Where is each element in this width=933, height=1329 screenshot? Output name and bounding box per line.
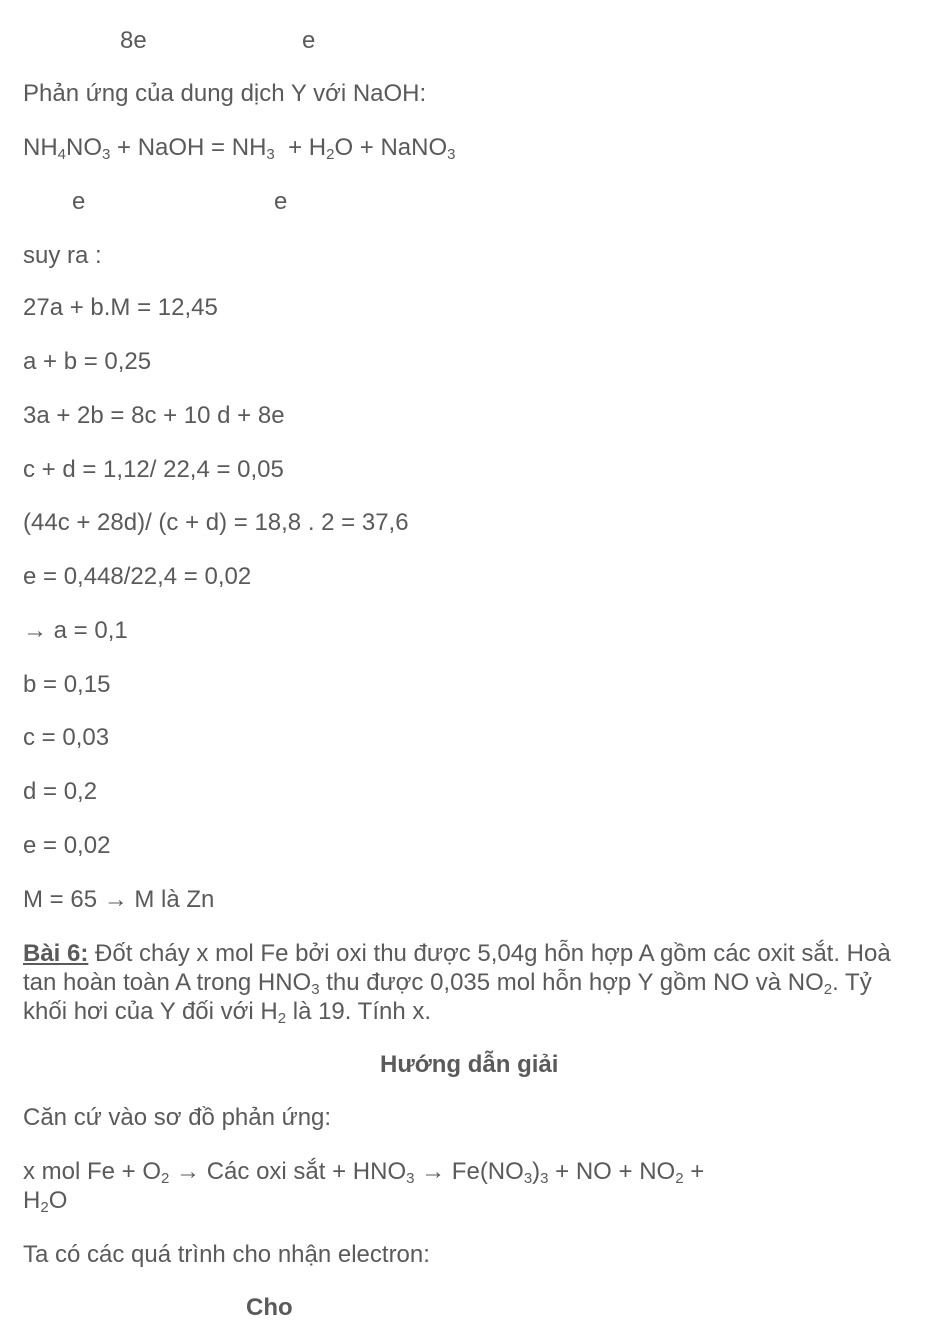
label-e-left: e (72, 188, 86, 215)
scheme-line-1: x mol $Fe + O_2$ → Các oxi sắt + $HNO_3 \to Fe(NO_3)_3$ + NO + $NO_2$ + (23, 1158, 705, 1187)
scheme-line-2: $H_2O$ (23, 1187, 68, 1216)
electron-heading: Ta có các quá trình cho nhận electron: (23, 1241, 430, 1268)
line-7: → a = 0,1 (23, 617, 128, 644)
naoh-equation: $NH_4NO_3$ + NaOH = $NH_3 + H_2O$ + NaNO$_3$ (23, 134, 456, 163)
line-4: c + d = 1,12/ 22,4 = 0,05 (23, 456, 284, 483)
line-8: b = 0,15 (23, 671, 111, 698)
guide-title: Hướng dẫn giải (380, 1051, 559, 1078)
naoh-heading: Phản ứng của dung dịch Y với NaOH: (23, 80, 427, 107)
line-3: 3a + 2b = 8c + 10 d + 8e (23, 402, 285, 429)
label-8e: 8e (120, 27, 147, 54)
label-e-top: e (302, 27, 316, 54)
scheme-heading: Căn cứ vào sơ đồ phản ứng: (23, 1104, 332, 1131)
bai6-label: Bài 6: (23, 940, 89, 967)
cho-label: Cho (246, 1294, 293, 1321)
line-5: (44c + 28d)/ (c + d) = 18,8 . 2 = 37,6 (23, 509, 409, 536)
bai6-problem: Bài 6: Đốt cháy x mol Fe bởi oxi thu được 5,04g hỗn hợp A gồm các oxit sắt. Hoà tan hoàn toàn A trong $HNO_3$ thu được 0,035 mol hỗn hợp Y gồm NO và $NO_2$. Tỷ khối hơi của Y đối với $H_2$ là 19. Tính x. (23, 940, 891, 1027)
line-6: e = 0,448/22,4 = 0,02 (23, 563, 252, 590)
suy-ra: suy ra : (23, 242, 102, 269)
line-9: c = 0,03 (23, 724, 110, 751)
line-10: d = 0,2 (23, 778, 98, 805)
line-1: 27a + b.M = 12,45 (23, 294, 218, 321)
line-12: M = 65 → M là Zn (23, 886, 215, 913)
label-e-right: e (274, 188, 288, 215)
line-2: a + b = 0,25 (23, 348, 152, 375)
line-11: e = 0,02 (23, 832, 111, 859)
